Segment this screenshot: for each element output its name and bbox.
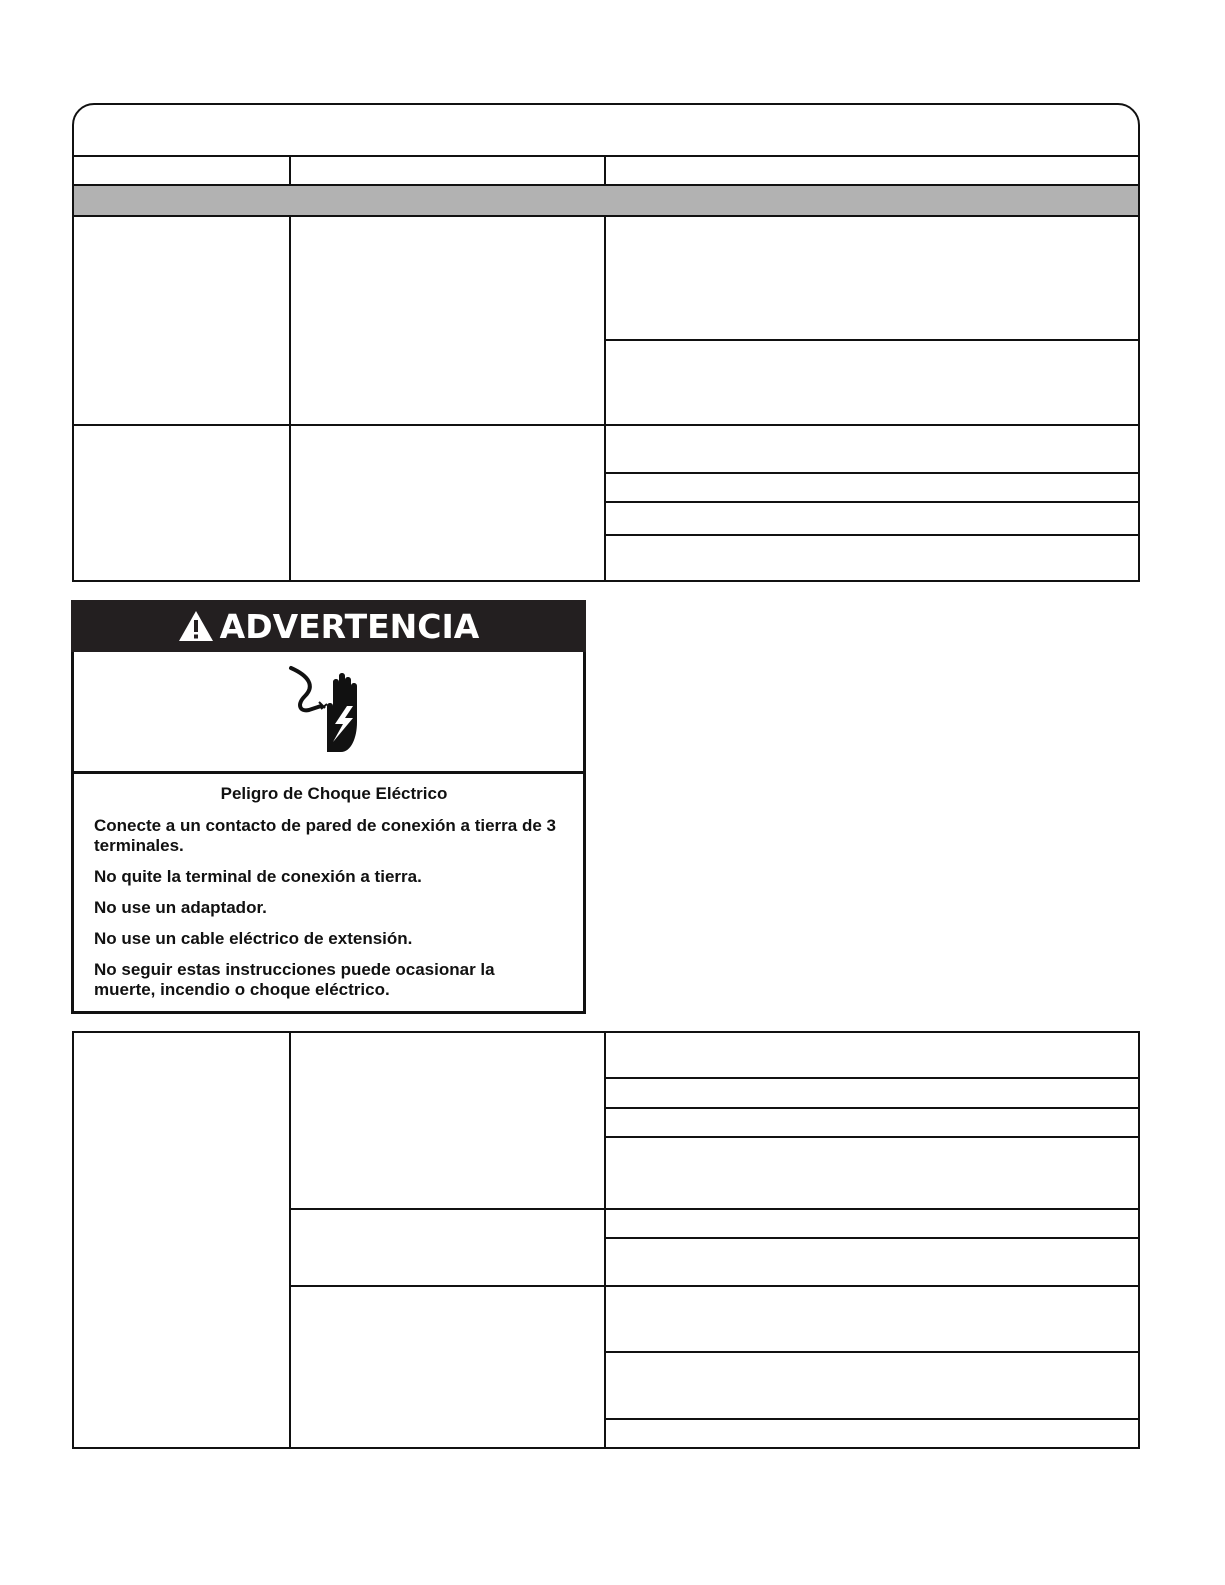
warning-triangle-icon (178, 610, 214, 642)
bottom-row-divider-1 (606, 1077, 1138, 1079)
top-table (72, 103, 1140, 582)
warning-icon-area (74, 652, 583, 772)
top-row-divider-5 (606, 534, 1138, 536)
top-col-divider-2a (604, 155, 606, 186)
warning-line-4: No use un cable eléctrico de extensión. (94, 929, 413, 948)
top-col-divider-1a (289, 155, 291, 186)
warning-line-1: Conecte a un contacto de pared de conexión a tierra de 3 terminales. (94, 816, 556, 855)
bottom-row-divider-3 (606, 1136, 1138, 1138)
top-row-divider-2 (74, 424, 1138, 426)
top-table-section-band (74, 185, 1138, 215)
bottom-col-divider-1 (289, 1033, 291, 1447)
warning-header (71, 600, 586, 652)
bottom-row-divider-2 (606, 1107, 1138, 1109)
bottom-table (72, 1031, 1140, 1449)
top-table-header-divider (74, 155, 1138, 157)
bottom-row-divider-5 (606, 1237, 1138, 1239)
top-row-divider-1 (606, 339, 1138, 341)
bottom-col-divider-2 (604, 1033, 606, 1447)
bottom-row-divider-7 (606, 1351, 1138, 1353)
bottom-row-divider-8 (606, 1418, 1138, 1420)
bottom-row-divider-6 (291, 1285, 1138, 1287)
top-row-divider-3 (606, 472, 1138, 474)
band-top-border (74, 184, 1138, 186)
warning-line-5: No seguir estas instrucciones puede ocasionar la muerte, incendio o choque eléctrico. (94, 960, 495, 999)
warning-line-2: No quite la terminal de conexión a tierra. (94, 867, 422, 886)
top-col-divider-1b (289, 215, 291, 581)
electric-shock-hand-icon (279, 662, 379, 762)
band-bottom-border (74, 215, 1138, 217)
warning-title: ADVERTENCIA (219, 606, 480, 646)
top-col-divider-2b (604, 215, 606, 581)
top-row-divider-4 (606, 501, 1138, 503)
warning-heading: Peligro de Choque Eléctrico (220, 784, 448, 803)
warning-line-3: No use un adaptador. (94, 898, 267, 917)
warning-text (94, 784, 574, 1011)
bottom-row-divider-4 (291, 1208, 1138, 1210)
